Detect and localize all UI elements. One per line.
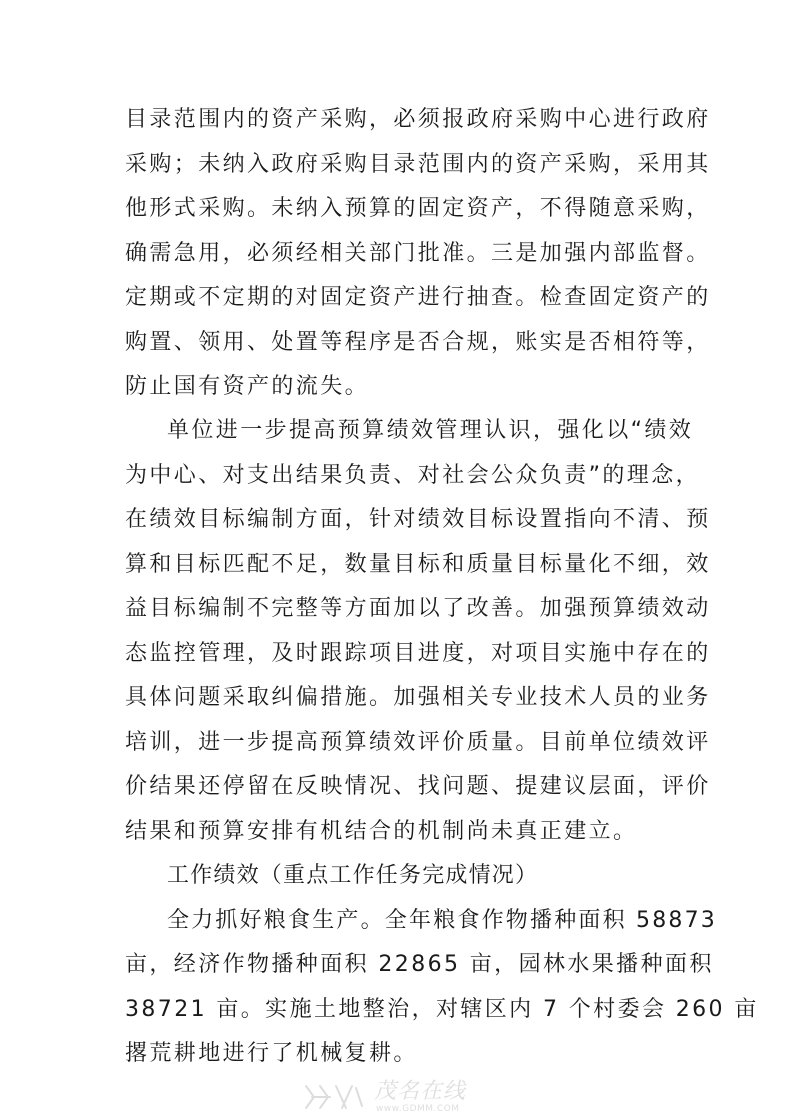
paragraph-line: 撂荒耕地进行了机械复耕。 xyxy=(125,1041,418,1066)
site-watermark xyxy=(300,1080,500,1116)
paragraph-line: 目录范围内的资产采购，必须报政府采购中心进行政府 xyxy=(125,107,711,132)
section-heading: 工作绩效（重点工作任务完成情况） xyxy=(167,863,539,888)
paragraph-line: 防止国有资产的流失。 xyxy=(125,374,370,399)
paragraph-line: 培训，进一步提高预算绩效评价质量。目前单位绩效评 xyxy=(125,730,711,755)
paragraph-line: 在绩效目标编制方面，针对绩效目标设置指向不清、预 xyxy=(125,507,711,532)
paragraph-line: 为中心、对支出结果负责、对社会公众负责”的理念， xyxy=(125,463,700,488)
paragraph-line: 定期或不定期的对固定资产进行抽查。检查固定资产的 xyxy=(125,285,711,310)
paragraph-line: 态监控管理，及时跟踪项目进度，对项目实施中存在的 xyxy=(125,641,711,666)
paragraph-line: 单位进一步提高预算绩效管理认识，强化以“绩效 xyxy=(167,418,694,443)
paragraph-line: 益目标编制不完整等方面加以了改善。加强预算绩效动 xyxy=(125,596,711,621)
paragraph-line: 38721 亩。实施土地整治，对辖区内 7 个村委会 260 亩 xyxy=(125,997,759,1022)
watermark-logo-icon xyxy=(300,1082,366,1112)
paragraph-line: 他形式采购。未纳入预算的固定资产，不得随意采购， xyxy=(125,196,711,221)
paragraph-line: 采购；未纳入政府采购目录范围内的资产采购，采用其 xyxy=(125,152,711,177)
paragraph-line: 全力抓好粮食生产。全年粮食作物播种面积 58873 xyxy=(167,908,717,933)
watermark-url: www.GDMM.COM xyxy=(376,1104,460,1114)
paragraph-line: 确需急用，必须经相关部门批准。三是加强内部监督。 xyxy=(125,241,711,266)
paragraph-line: 具体问题采取纠偏措施。加强相关专业技术人员的业务 xyxy=(125,685,711,710)
watermark-title: 茂名在线 xyxy=(374,1079,467,1104)
paragraph-line: 结果和预算安排有机结合的机制尚未真正建立。 xyxy=(125,819,638,844)
paragraph-line: 购置、领用、处置等程序是否合规，账实是否相符等， xyxy=(125,330,711,355)
paragraph-line: 亩，经济作物播种面积 22865 亩，园林水果播种面积 xyxy=(125,952,714,977)
paragraph-line: 价结果还停留在反映情况、找问题、提建议层面，评价 xyxy=(125,774,711,799)
paragraph-line: 算和目标匹配不足，数量目标和质量目标量化不细，效 xyxy=(125,552,711,577)
